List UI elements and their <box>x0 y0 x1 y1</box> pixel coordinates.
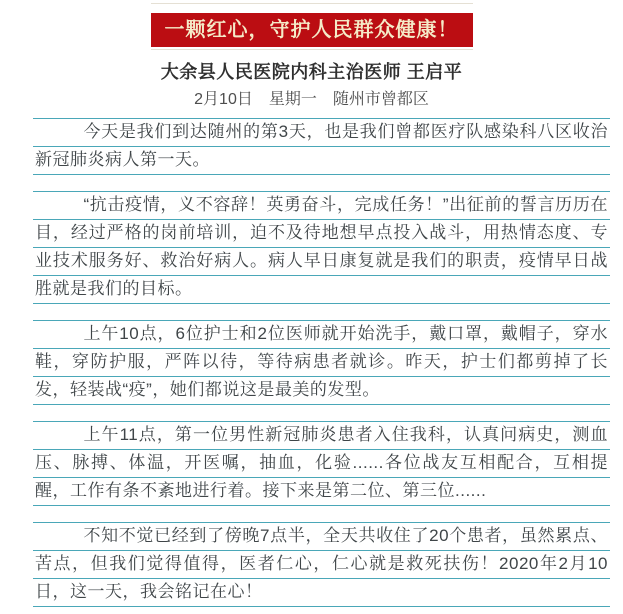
diary-paragraph-2: “抗击疫情，义不容辞！英勇奋斗，完成任务！”出征前的誓言历历在目，经过严格的岗前培训，迫不及待地想早点投入战斗，用热情态度、专业技术服务好、救治好病人。病人早日康复就是我们的职责，疫情早日战胜就是我们的目标。 <box>33 191 610 304</box>
diary-paragraph-5: 不知不觉已经到了傍晚7点半，全天共收住了20个患者，虽然累点、苦点，但我们觉得值得，医者仁心，仁心就是救死扶伤！2020年2月10日，这一天，我会铭记在心！ <box>33 522 610 607</box>
top-separator-line <box>151 3 473 4</box>
banner-row <box>0 13 623 47</box>
article-header <box>0 3 623 109</box>
page-title: 大余县人民医院内科主治医师 王启平 <box>160 62 463 82</box>
article-page <box>0 3 623 614</box>
slogan-banner: 一颗红心，守护人民群众健康！ <box>151 13 473 47</box>
diary-paragraph-3: 上午10点，6位护士和2位医师就开始洗手，戴口罩，戴帽子，穿水鞋，穿防护服，严阵以待，等待病患者就诊。昨天，护士们都剪掉了长发，轻装战“疫”，她们都说这是最美的发型。 <box>33 320 610 405</box>
diary-paragraph-4: 上午11点，第一位男性新冠肺炎患者入住我科，认真问病史，测血压、脉搏、体温，开医嘱，抽血，化验......各位战友互相配合，互相提醒，工作有条不紊地进行着。接下来是第二位、第三位...... <box>33 421 610 506</box>
diary-paragraph-1: 今天是我们到达随州的第3天，也是我们曾都医疗队感染科八区收治新冠肺炎病人第一天。 <box>33 118 610 175</box>
bottom-separator-line <box>151 49 473 50</box>
date-location-line: 2月10日 星期一 随州市曾都区 <box>194 91 429 108</box>
diary-content <box>33 118 610 607</box>
